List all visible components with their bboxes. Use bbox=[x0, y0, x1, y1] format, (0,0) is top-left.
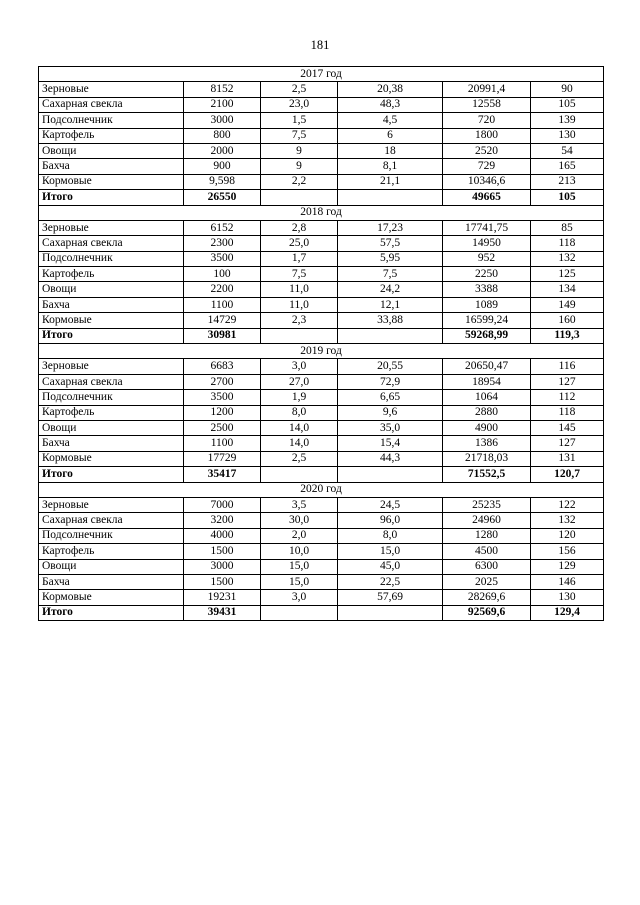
table-row bbox=[39, 282, 604, 297]
crop-name-cell: Зерновые bbox=[39, 497, 184, 512]
value-cell: 15,0 bbox=[261, 559, 338, 574]
year-header: 2019 год bbox=[39, 344, 604, 359]
value-cell: 18954 bbox=[443, 374, 531, 389]
value-cell: 45,0 bbox=[338, 559, 443, 574]
value-cell: 3500 bbox=[184, 251, 261, 266]
value-cell: 23,0 bbox=[261, 97, 338, 112]
crop-name-cell: Овощи bbox=[39, 420, 184, 435]
crop-name-cell: Сахарная свекла bbox=[39, 236, 184, 251]
crop-name-cell: Зерновые bbox=[39, 82, 184, 97]
crop-name-cell: Зерновые bbox=[39, 220, 184, 235]
value-cell: 22,5 bbox=[338, 574, 443, 589]
value-cell: 2025 bbox=[443, 574, 531, 589]
total-value-cell bbox=[261, 328, 338, 343]
value-cell: 130 bbox=[531, 128, 604, 143]
value-cell: 25,0 bbox=[261, 236, 338, 251]
table-row bbox=[39, 267, 604, 282]
value-cell: 9 bbox=[261, 159, 338, 174]
total-value-cell bbox=[338, 190, 443, 205]
year-header: 2018 год bbox=[39, 205, 604, 220]
year-header: 2020 год bbox=[39, 482, 604, 497]
value-cell: 27,0 bbox=[261, 374, 338, 389]
table-row bbox=[39, 390, 604, 405]
value-cell: 2250 bbox=[443, 267, 531, 282]
value-cell: 2,5 bbox=[261, 451, 338, 466]
value-cell: 122 bbox=[531, 497, 604, 512]
value-cell: 15,0 bbox=[261, 574, 338, 589]
year-header-row bbox=[39, 344, 604, 359]
value-cell: 24,5 bbox=[338, 497, 443, 512]
value-cell: 139 bbox=[531, 113, 604, 128]
value-cell: 145 bbox=[531, 420, 604, 435]
table-row bbox=[39, 559, 604, 574]
value-cell: 10,0 bbox=[261, 544, 338, 559]
value-cell: 134 bbox=[531, 282, 604, 297]
value-cell: 3000 bbox=[184, 113, 261, 128]
value-cell: 20,55 bbox=[338, 359, 443, 374]
table-row bbox=[39, 297, 604, 312]
crop-name-cell: Овощи bbox=[39, 143, 184, 158]
table-row bbox=[39, 159, 604, 174]
value-cell: 48,3 bbox=[338, 97, 443, 112]
table-row bbox=[39, 451, 604, 466]
value-cell: 2520 bbox=[443, 143, 531, 158]
value-cell: 3200 bbox=[184, 513, 261, 528]
value-cell: 3388 bbox=[443, 282, 531, 297]
value-cell: 1100 bbox=[184, 297, 261, 312]
value-cell: 160 bbox=[531, 313, 604, 328]
value-cell: 2,5 bbox=[261, 82, 338, 97]
value-cell: 8,0 bbox=[338, 528, 443, 543]
value-cell: 100 bbox=[184, 267, 261, 282]
table-row bbox=[39, 128, 604, 143]
crop-name-cell: Бахча bbox=[39, 297, 184, 312]
value-cell: 3,0 bbox=[261, 359, 338, 374]
value-cell: 8,1 bbox=[338, 159, 443, 174]
value-cell: 10346,6 bbox=[443, 174, 531, 189]
value-cell: 28269,6 bbox=[443, 590, 531, 605]
value-cell: 14729 bbox=[184, 313, 261, 328]
value-cell: 127 bbox=[531, 436, 604, 451]
value-cell: 165 bbox=[531, 159, 604, 174]
table-row bbox=[39, 251, 604, 266]
value-cell: 952 bbox=[443, 251, 531, 266]
total-value-cell bbox=[261, 467, 338, 482]
table-row bbox=[39, 220, 604, 235]
value-cell: 127 bbox=[531, 374, 604, 389]
crop-production-table bbox=[38, 66, 604, 621]
table-row bbox=[39, 436, 604, 451]
table-row bbox=[39, 313, 604, 328]
total-value-cell: 71552,5 bbox=[443, 467, 531, 482]
crop-name-cell: Овощи bbox=[39, 559, 184, 574]
value-cell: 1,5 bbox=[261, 113, 338, 128]
total-value-cell bbox=[261, 605, 338, 620]
value-cell: 125 bbox=[531, 267, 604, 282]
value-cell: 20991,4 bbox=[443, 82, 531, 97]
value-cell: 729 bbox=[443, 159, 531, 174]
value-cell: 118 bbox=[531, 236, 604, 251]
crop-name-cell: Подсолнечник bbox=[39, 113, 184, 128]
value-cell: 4,5 bbox=[338, 113, 443, 128]
crop-name-cell: Картофель bbox=[39, 405, 184, 420]
table-row bbox=[39, 236, 604, 251]
total-value-cell: 39431 bbox=[184, 605, 261, 620]
total-value-cell: 59268,99 bbox=[443, 328, 531, 343]
total-label-cell: Итого bbox=[39, 328, 184, 343]
value-cell: 57,69 bbox=[338, 590, 443, 605]
value-cell: 1500 bbox=[184, 544, 261, 559]
value-cell: 15,0 bbox=[338, 544, 443, 559]
value-cell: 17,23 bbox=[338, 220, 443, 235]
value-cell: 131 bbox=[531, 451, 604, 466]
value-cell: 6683 bbox=[184, 359, 261, 374]
total-value-cell: 92569,6 bbox=[443, 605, 531, 620]
year-header: 2017 год bbox=[39, 67, 604, 82]
total-value-cell: 30981 bbox=[184, 328, 261, 343]
value-cell: 1200 bbox=[184, 405, 261, 420]
value-cell: 2,2 bbox=[261, 174, 338, 189]
value-cell: 90 bbox=[531, 82, 604, 97]
total-value-cell bbox=[338, 328, 443, 343]
value-cell: 44,3 bbox=[338, 451, 443, 466]
value-cell: 21718,03 bbox=[443, 451, 531, 466]
value-cell: 213 bbox=[531, 174, 604, 189]
value-cell: 12558 bbox=[443, 97, 531, 112]
value-cell: 20650,47 bbox=[443, 359, 531, 374]
value-cell: 2300 bbox=[184, 236, 261, 251]
value-cell: 1100 bbox=[184, 436, 261, 451]
value-cell: 20,38 bbox=[338, 82, 443, 97]
table-row bbox=[39, 143, 604, 158]
value-cell: 1064 bbox=[443, 390, 531, 405]
total-value-cell: 26550 bbox=[184, 190, 261, 205]
value-cell: 17729 bbox=[184, 451, 261, 466]
value-cell: 1386 bbox=[443, 436, 531, 451]
value-cell: 2,0 bbox=[261, 528, 338, 543]
table-row bbox=[39, 113, 604, 128]
value-cell: 2700 bbox=[184, 374, 261, 389]
crop-name-cell: Картофель bbox=[39, 128, 184, 143]
year-header-row bbox=[39, 205, 604, 220]
value-cell: 4500 bbox=[443, 544, 531, 559]
total-value-cell: 120,7 bbox=[531, 467, 604, 482]
table-row bbox=[39, 528, 604, 543]
total-value-cell bbox=[338, 467, 443, 482]
value-cell: 1,7 bbox=[261, 251, 338, 266]
value-cell: 800 bbox=[184, 128, 261, 143]
crop-name-cell: Подсолнечник bbox=[39, 528, 184, 543]
page-number: 181 bbox=[310, 38, 330, 52]
value-cell: 57,5 bbox=[338, 236, 443, 251]
total-row bbox=[39, 605, 604, 620]
table-row bbox=[39, 374, 604, 389]
value-cell: 6152 bbox=[184, 220, 261, 235]
value-cell: 33,88 bbox=[338, 313, 443, 328]
crop-name-cell: Зерновые bbox=[39, 359, 184, 374]
value-cell: 900 bbox=[184, 159, 261, 174]
value-cell: 1280 bbox=[443, 528, 531, 543]
table-row bbox=[39, 513, 604, 528]
value-cell: 11,0 bbox=[261, 297, 338, 312]
value-cell: 1800 bbox=[443, 128, 531, 143]
value-cell: 8,0 bbox=[261, 405, 338, 420]
value-cell: 11,0 bbox=[261, 282, 338, 297]
total-label-cell: Итого bbox=[39, 467, 184, 482]
value-cell: 18 bbox=[338, 143, 443, 158]
total-value-cell: 105 bbox=[531, 190, 604, 205]
value-cell: 54 bbox=[531, 143, 604, 158]
value-cell: 2,3 bbox=[261, 313, 338, 328]
value-cell: 14950 bbox=[443, 236, 531, 251]
value-cell: 21,1 bbox=[338, 174, 443, 189]
value-cell: 3500 bbox=[184, 390, 261, 405]
total-value-cell bbox=[338, 605, 443, 620]
crop-name-cell: Сахарная свекла bbox=[39, 374, 184, 389]
value-cell: 156 bbox=[531, 544, 604, 559]
value-cell: 9 bbox=[261, 143, 338, 158]
table-row bbox=[39, 359, 604, 374]
value-cell: 2000 bbox=[184, 143, 261, 158]
value-cell: 9,6 bbox=[338, 405, 443, 420]
value-cell: 15,4 bbox=[338, 436, 443, 451]
value-cell: 96,0 bbox=[338, 513, 443, 528]
value-cell: 14,0 bbox=[261, 420, 338, 435]
value-cell: 85 bbox=[531, 220, 604, 235]
value-cell: 35,0 bbox=[338, 420, 443, 435]
crop-name-cell: Кормовые bbox=[39, 313, 184, 328]
value-cell: 720 bbox=[443, 113, 531, 128]
crop-name-cell: Картофель bbox=[39, 544, 184, 559]
table-row bbox=[39, 574, 604, 589]
table-row bbox=[39, 544, 604, 559]
value-cell: 120 bbox=[531, 528, 604, 543]
value-cell: 118 bbox=[531, 405, 604, 420]
crop-name-cell: Подсолнечник bbox=[39, 251, 184, 266]
value-cell: 116 bbox=[531, 359, 604, 374]
value-cell: 132 bbox=[531, 251, 604, 266]
value-cell: 9,598 bbox=[184, 174, 261, 189]
value-cell: 16599,24 bbox=[443, 313, 531, 328]
table-row bbox=[39, 497, 604, 512]
value-cell: 24,2 bbox=[338, 282, 443, 297]
value-cell: 7,5 bbox=[261, 128, 338, 143]
crop-name-cell: Кормовые bbox=[39, 451, 184, 466]
value-cell: 4000 bbox=[184, 528, 261, 543]
table-row bbox=[39, 174, 604, 189]
value-cell: 72,9 bbox=[338, 374, 443, 389]
crop-name-cell: Овощи bbox=[39, 282, 184, 297]
year-header-row bbox=[39, 67, 604, 82]
value-cell: 2500 bbox=[184, 420, 261, 435]
table-row bbox=[39, 97, 604, 112]
table-row bbox=[39, 590, 604, 605]
value-cell: 17741,75 bbox=[443, 220, 531, 235]
total-row bbox=[39, 328, 604, 343]
value-cell: 6,65 bbox=[338, 390, 443, 405]
table-row bbox=[39, 405, 604, 420]
value-cell: 4900 bbox=[443, 420, 531, 435]
crop-name-cell: Сахарная свекла bbox=[39, 97, 184, 112]
total-label-cell: Итого bbox=[39, 605, 184, 620]
value-cell: 7,5 bbox=[261, 267, 338, 282]
table-row bbox=[39, 82, 604, 97]
value-cell: 3,5 bbox=[261, 497, 338, 512]
value-cell: 1089 bbox=[443, 297, 531, 312]
table-row bbox=[39, 420, 604, 435]
value-cell: 8152 bbox=[184, 82, 261, 97]
total-label-cell: Итого bbox=[39, 190, 184, 205]
value-cell: 149 bbox=[531, 297, 604, 312]
crop-name-cell: Бахча bbox=[39, 159, 184, 174]
value-cell: 3,0 bbox=[261, 590, 338, 605]
value-cell: 112 bbox=[531, 390, 604, 405]
value-cell: 105 bbox=[531, 97, 604, 112]
value-cell: 146 bbox=[531, 574, 604, 589]
value-cell: 3000 bbox=[184, 559, 261, 574]
crop-name-cell: Картофель bbox=[39, 267, 184, 282]
value-cell: 12,1 bbox=[338, 297, 443, 312]
value-cell: 2200 bbox=[184, 282, 261, 297]
value-cell: 30,0 bbox=[261, 513, 338, 528]
value-cell: 7,5 bbox=[338, 267, 443, 282]
crop-name-cell: Кормовые bbox=[39, 174, 184, 189]
value-cell: 130 bbox=[531, 590, 604, 605]
crop-name-cell: Бахча bbox=[39, 436, 184, 451]
total-value-cell: 49665 bbox=[443, 190, 531, 205]
value-cell: 19231 bbox=[184, 590, 261, 605]
value-cell: 6300 bbox=[443, 559, 531, 574]
crop-name-cell: Кормовые bbox=[39, 590, 184, 605]
value-cell: 1500 bbox=[184, 574, 261, 589]
value-cell: 2,8 bbox=[261, 220, 338, 235]
crop-name-cell: Подсолнечник bbox=[39, 390, 184, 405]
total-row bbox=[39, 190, 604, 205]
value-cell: 25235 bbox=[443, 497, 531, 512]
crop-name-cell: Бахча bbox=[39, 574, 184, 589]
value-cell: 129 bbox=[531, 559, 604, 574]
total-value-cell: 129,4 bbox=[531, 605, 604, 620]
total-value-cell: 119,3 bbox=[531, 328, 604, 343]
value-cell: 2880 bbox=[443, 405, 531, 420]
value-cell: 5,95 bbox=[338, 251, 443, 266]
value-cell: 6 bbox=[338, 128, 443, 143]
total-row bbox=[39, 467, 604, 482]
total-value-cell bbox=[261, 190, 338, 205]
value-cell: 14,0 bbox=[261, 436, 338, 451]
total-value-cell: 35417 bbox=[184, 467, 261, 482]
year-header-row bbox=[39, 482, 604, 497]
value-cell: 1,9 bbox=[261, 390, 338, 405]
value-cell: 24960 bbox=[443, 513, 531, 528]
value-cell: 132 bbox=[531, 513, 604, 528]
value-cell: 2100 bbox=[184, 97, 261, 112]
value-cell: 7000 bbox=[184, 497, 261, 512]
crop-name-cell: Сахарная свекла bbox=[39, 513, 184, 528]
